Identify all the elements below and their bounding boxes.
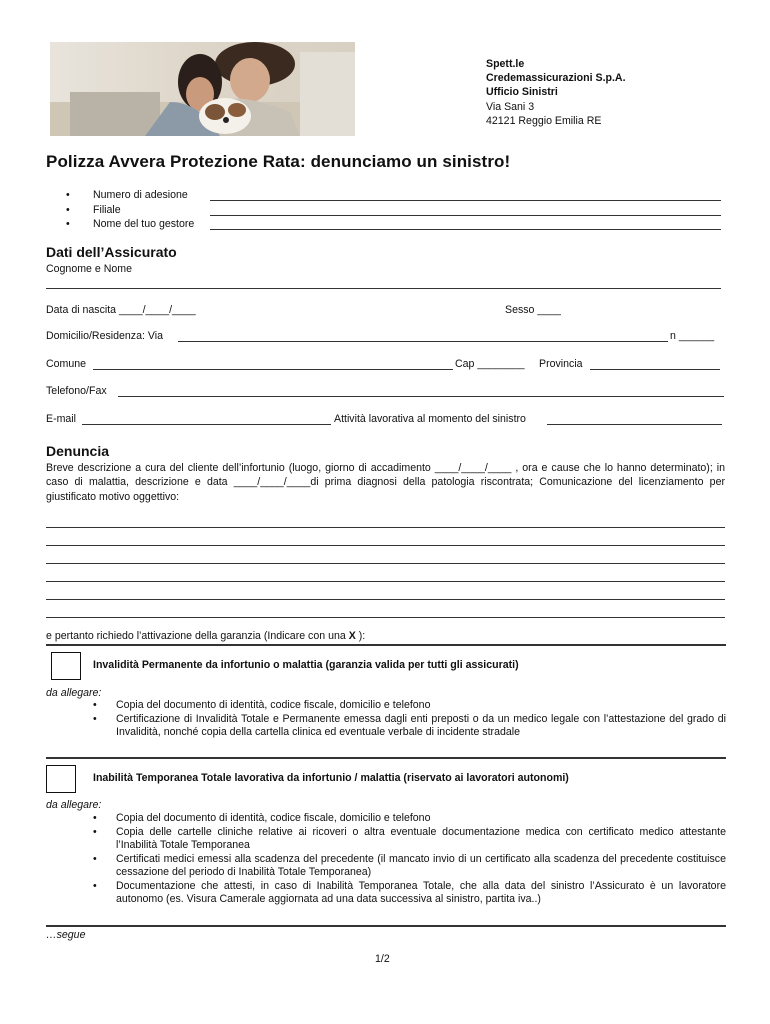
list-item [93, 699, 726, 713]
guarantee-temporary-disability-checkbox[interactable] [46, 765, 76, 793]
guarantee-label: Invalidità Permanente da infortunio o malattia (garanzia valida per tutti gli assicurati) [93, 659, 519, 671]
header-photo [50, 42, 355, 136]
address-line: 42121 Reggio Emilia RE [486, 114, 602, 127]
house-number-field[interactable]: n ______ [670, 330, 715, 342]
cap-field[interactable]: Cap ________ [455, 358, 525, 370]
attachments-list [93, 699, 726, 740]
bullet: • [93, 879, 97, 892]
attachments-list [93, 812, 726, 907]
bullet: • [93, 852, 97, 865]
activity-label: Attività lavorativa al momento del sinistro [334, 413, 526, 425]
phone-line[interactable] [118, 396, 724, 397]
adhesion-number-line[interactable] [210, 200, 721, 201]
surname-name-label: Cognome e Nome [46, 263, 132, 275]
description-line[interactable] [46, 581, 725, 582]
bullet: • [66, 189, 70, 201]
activation-text: e pertanto richiedo l’attivazione della garanzia (Indicare con una [46, 630, 349, 642]
list-item [93, 713, 726, 740]
complaint-description: Breve descrizione a cura del cliente dell’infortunio (luogo, giorno di accadimento ____/____/____ , ora e cause che lo hanno determinato); in caso di malattia, descrizione e data ____/____/____di prima diagnosi della patologia riscontrata; Comunicazione del licenziamento per giustificato motivo oggettivo: [46, 462, 725, 503]
guarantee-label: Inabilità Temporanea Totale lavorativa da infortunio / malattia (riservato ai lavoratori autonomi) [93, 772, 569, 784]
sex-field[interactable]: Sesso ____ [505, 304, 561, 316]
bullet: • [66, 203, 70, 216]
birth-date-field[interactable]: Data di nascita ____/____/____ [46, 304, 196, 316]
attach-label: da allegare: [46, 687, 102, 699]
activation-end: ): [355, 630, 366, 642]
description-line[interactable] [46, 599, 725, 600]
addressee-block [486, 57, 626, 128]
section-divider [46, 925, 726, 927]
list-item [93, 853, 726, 880]
guarantee-permanent-invalidity-checkbox[interactable] [51, 652, 81, 680]
field-label: Numero di adesione [93, 189, 188, 201]
address-line: Via Sani 3 [486, 100, 535, 113]
policy-field-row [66, 218, 721, 233]
family-photo-image [50, 42, 355, 136]
addressee-line: Ufficio Sinistri [486, 86, 558, 99]
phone-label: Telefono/Fax [46, 385, 107, 397]
manager-name-line[interactable] [210, 229, 721, 230]
complaint-heading: Denuncia [46, 443, 110, 459]
description-line[interactable] [46, 527, 725, 528]
list-item-text: Copia del documento di identità, codice fiscale, domicilio e telefono [116, 699, 431, 711]
policy-fields [66, 189, 721, 233]
branch-line[interactable] [210, 215, 721, 216]
activity-line[interactable] [547, 424, 722, 425]
description-line[interactable] [46, 617, 725, 618]
bullet: • [93, 712, 97, 725]
municipality-line[interactable] [93, 369, 453, 370]
policy-field-row [66, 189, 721, 204]
province-label: Provincia [539, 358, 583, 370]
activation-request [46, 630, 365, 642]
policy-field-row [66, 204, 721, 219]
activation-mark: X [348, 630, 356, 642]
attach-label: da allegare: [46, 799, 102, 811]
page-title: Polizza Avvera Protezione Rata: denunciamo un sinistro! [46, 152, 511, 171]
bullet: • [93, 812, 97, 824]
list-item [93, 812, 726, 826]
bullet: • [66, 218, 70, 230]
list-item [93, 880, 726, 907]
continues-note: …segue [46, 929, 86, 941]
list-item-text: Copia del documento di identità, codice fiscale, domicilio e telefono [116, 812, 431, 824]
section-divider [46, 757, 726, 759]
province-line[interactable] [590, 369, 720, 370]
address-line[interactable] [178, 341, 668, 342]
email-line[interactable] [82, 424, 331, 425]
addressee-line: Spett.le [486, 58, 525, 70]
list-item-text: Certificati medici emessi alla scadenza del precedente (il mancato invio di un certificato alla scadenza del precedente costituisce cessazione del periodo di Inabilità Totale Temporanea) [116, 852, 726, 878]
list-item [93, 826, 726, 853]
list-item-text: Certificazione di Invalidità Totale e Permanente emessa dagli enti preposti o da un medico legale con l’attestazione del grado di Invalidità, nonché copia della cartella clinica ed eventuale verbale di incidente stradale [116, 712, 726, 738]
bullet: • [93, 699, 97, 711]
description-line[interactable] [46, 545, 725, 546]
description-line[interactable] [46, 563, 725, 564]
bullet: • [93, 825, 97, 838]
list-item-text: Documentazione che attesti, in caso di Inabilità Temporanea Totale, che alla data del sinistro l’Assicurato è un lavoratore autonomo (es. Visura Camerale aggiornata ad una data successiva al sinistro, partita iva..) [116, 879, 726, 905]
insured-heading: Dati dell’Assicurato [46, 244, 177, 260]
page-number: 1/2 [375, 953, 390, 965]
email-label: E-mail [46, 413, 77, 425]
field-label: Nome del tuo gestore [93, 218, 195, 230]
list-item-text: Copia delle cartelle cliniche relative ai ricoveri o altra eventuale documentazione medica con certificato medico attestante l’Inabilità Totale Temporanea [116, 825, 726, 851]
surname-name-line[interactable] [46, 288, 721, 289]
municipality-label: Comune [46, 358, 87, 370]
addressee-line: Credemassicurazioni S.p.A. [486, 72, 626, 85]
field-label: Filiale [93, 203, 121, 216]
address-label: Domicilio/Residenza: Via [46, 330, 163, 342]
section-divider [46, 644, 726, 646]
